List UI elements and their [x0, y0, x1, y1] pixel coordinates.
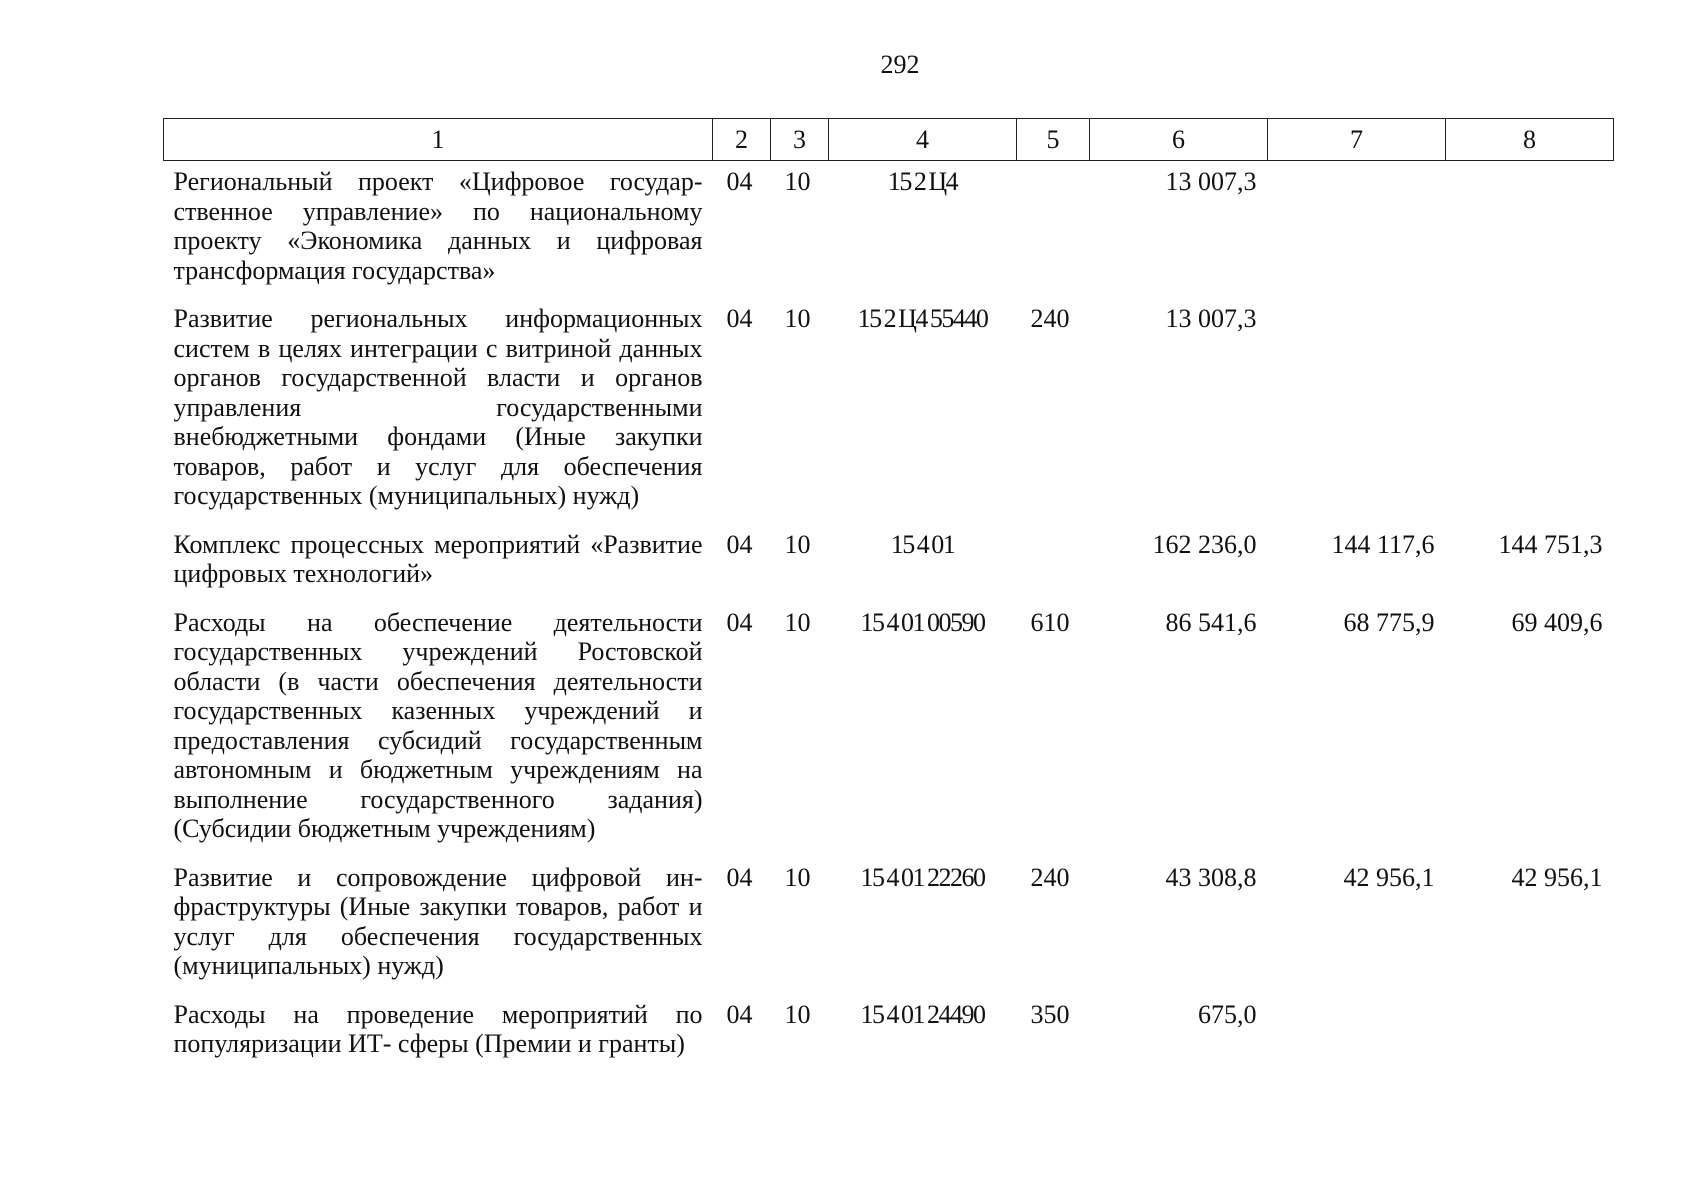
- header-col-6: 6: [1090, 119, 1268, 161]
- row-sum-col6: 13 007,3: [1165, 304, 1257, 333]
- row-expense-type: 610: [1030, 607, 1070, 637]
- row-sum-col8: [1446, 994, 1614, 1072]
- budget-table: [163, 118, 1614, 1072]
- row-section: 04: [726, 607, 753, 637]
- row-name: Расходы на проведение мероприятий по популяризации ИТ- сферы (Премии и гранты): [173, 999, 703, 1058]
- header-col-8: 8: [1446, 119, 1614, 161]
- row-section: 04: [726, 167, 753, 196]
- header-col-7: 7: [1268, 119, 1446, 161]
- row-subsection: 10: [784, 999, 811, 1029]
- row-subsection: 10: [784, 862, 811, 892]
- row-subsection: 10: [784, 167, 811, 196]
- row-sum-col8: [1446, 298, 1614, 524]
- header-col-5: 5: [1017, 119, 1090, 161]
- row-target-code: 15 2 Ц4 55440: [857, 304, 988, 333]
- row-name: Развитие региональных информационных систем в целях интеграции с витриной данных органов государственной власти и органов управления государственными внебюджетными фондами (Иные закупки товаров, работ и услуг для обеспечения государственных (муниципальных) нужд): [173, 304, 703, 510]
- table-row: [164, 524, 1614, 602]
- row-target-code: 15 4 01 22260: [860, 862, 985, 892]
- row-target-code: 15 4 01 00590: [860, 607, 985, 637]
- page-number: 292: [880, 50, 920, 79]
- row-sum-col7: [1268, 994, 1446, 1072]
- table-row: [164, 857, 1614, 994]
- row-expense-type: 240: [1030, 304, 1070, 333]
- row-expense-type: [1017, 524, 1090, 602]
- header-col-3: 3: [771, 119, 829, 161]
- row-target-code: 15 4 01 24490: [860, 999, 985, 1029]
- row-sum-col7: 42 956,1: [1343, 862, 1435, 892]
- row-section: 04: [726, 999, 753, 1029]
- row-sum-col6: 86 541,6: [1165, 607, 1257, 637]
- row-sum-col8: 69 409,6: [1511, 607, 1603, 637]
- row-name: Развитие и сопровождение цифровой инфраструктуры (Иные закупки товаров, работ и услуг для обеспечения государственных (муниципальных) нужд): [173, 862, 703, 980]
- row-expense-type: 350: [1030, 999, 1070, 1029]
- row-sum-col7: [1268, 298, 1446, 524]
- row-target-code: 15 4 01: [890, 529, 955, 559]
- row-sum-col7: [1268, 161, 1446, 299]
- row-section: 04: [726, 529, 753, 559]
- header-col-1: 1: [164, 119, 713, 161]
- row-sum-col8: 144 751,3: [1498, 529, 1603, 559]
- row-name: Расходы на обеспечение деятельности государственных учреждений Ростовской области (в части обеспечения деятельности государственных казенных учреждений и предоставления субсидий государственным автономным и бюджетным учреждениям на выполнение государственного задания) (Субсидии бюджетным учреждениям): [173, 607, 703, 843]
- table-row: [164, 298, 1614, 524]
- table-row: [164, 994, 1614, 1072]
- row-sum-col6: 162 236,0: [1152, 529, 1257, 559]
- row-section: 04: [726, 304, 753, 333]
- row-expense-type: [1017, 161, 1090, 299]
- row-sum-col7: 144 117,6: [1331, 529, 1435, 559]
- table-row: [164, 161, 1614, 299]
- header-row: [164, 119, 1614, 161]
- row-subsection: 10: [784, 607, 811, 637]
- row-section: 04: [726, 862, 753, 892]
- table-row: [164, 602, 1614, 857]
- row-subsection: 10: [784, 529, 811, 559]
- row-sum-col8: 42 956,1: [1511, 862, 1603, 892]
- row-sum-col7: 68 775,9: [1343, 607, 1435, 637]
- row-name: Комплекс процессных мероприятий «Развитие цифровых технологий»: [173, 529, 703, 588]
- row-sum-col6: 13 007,3: [1165, 167, 1257, 196]
- row-sum-col6: 43 308,8: [1165, 862, 1257, 892]
- row-sum-col8: [1446, 161, 1614, 299]
- row-name: Региональный проект «Цифровое государственное управление» по национальному проекту «Экономика данных и цифровая трансформация государства»: [173, 167, 703, 285]
- row-subsection: 10: [784, 304, 811, 333]
- header-col-4: 4: [829, 119, 1017, 161]
- row-sum-col6: 675,0: [1198, 999, 1257, 1029]
- row-expense-type: 240: [1030, 862, 1070, 892]
- row-target-code: 15 2 Ц4: [887, 167, 958, 196]
- header-col-2: 2: [713, 119, 771, 161]
